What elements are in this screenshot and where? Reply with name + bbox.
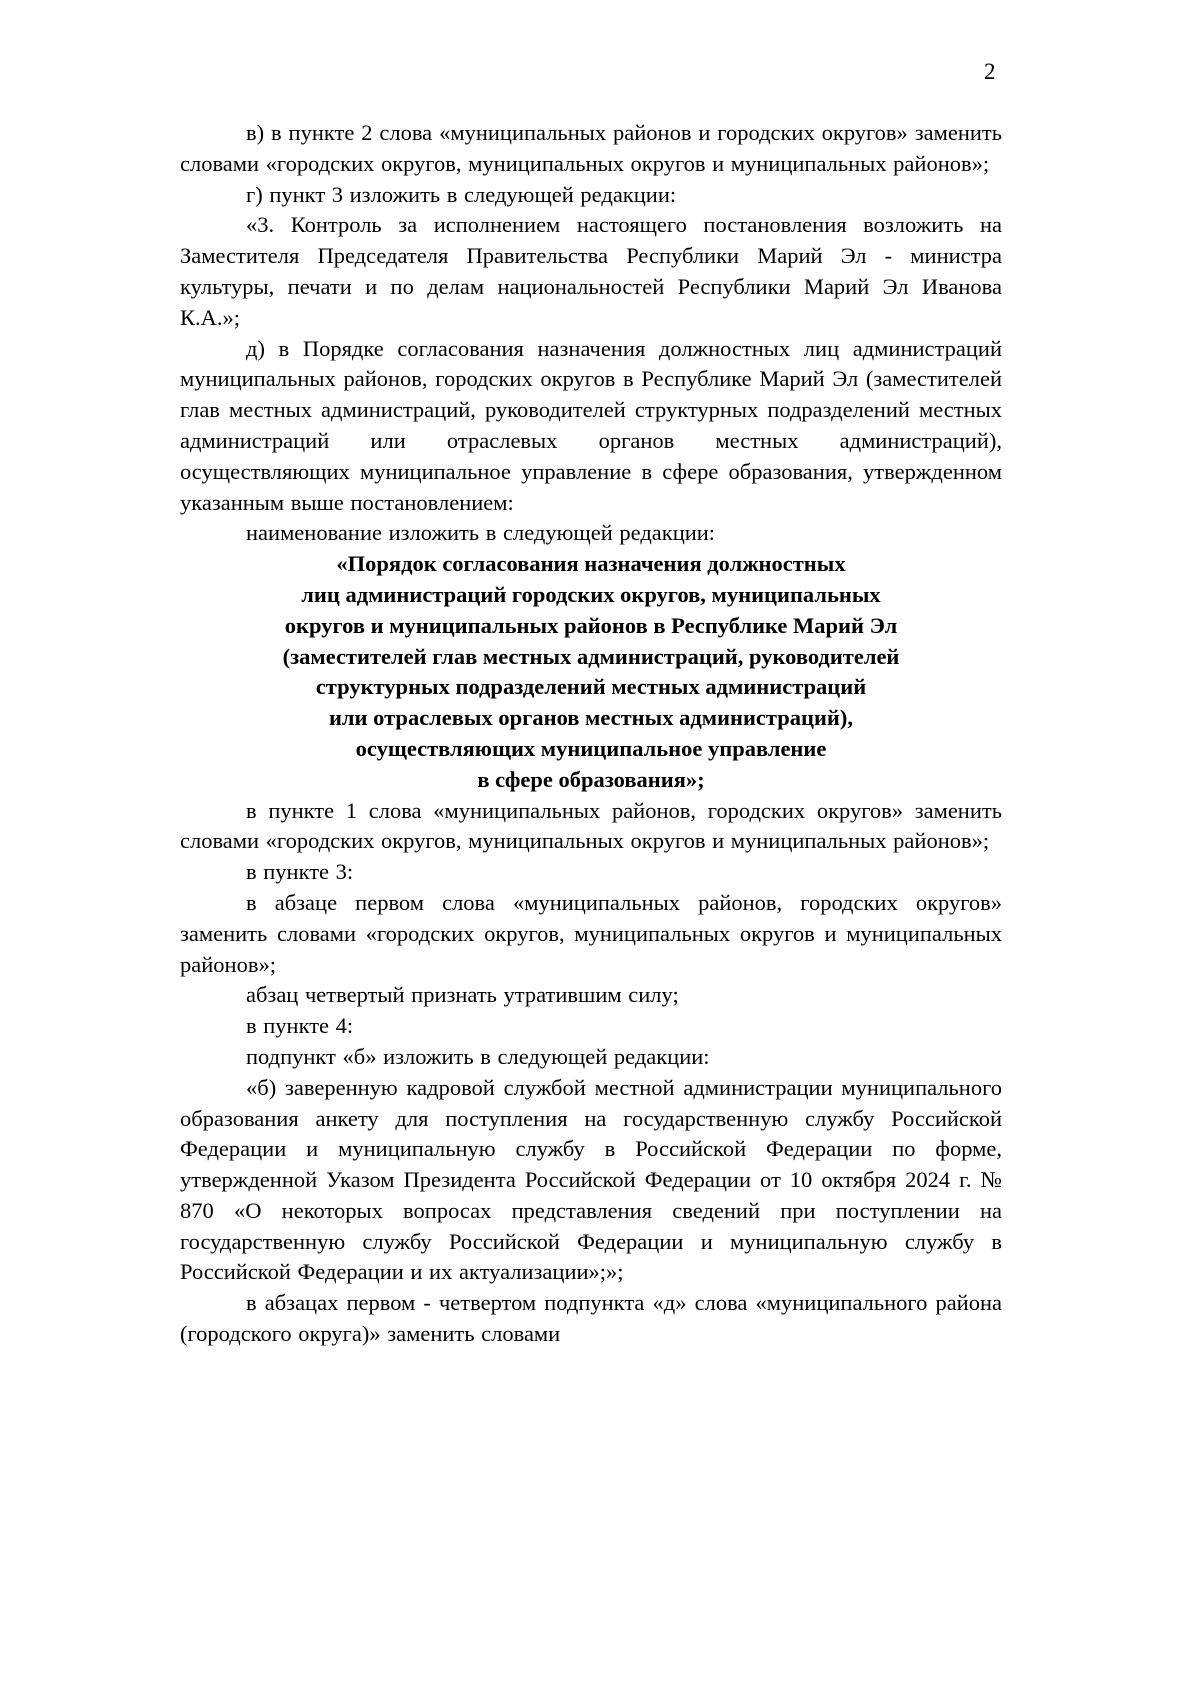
paragraph-subitem-v: в) в пункте 2 слова «муниципальных районов и городских округов» заменить словами «городских округов, муниципальных округов и муниципальных районов»; xyxy=(180,120,1002,176)
heading-line: структурных подразделений местных администраций xyxy=(315,674,867,700)
document-content xyxy=(180,118,1002,1350)
paragraph-item-3-control: «3. Контроль за исполнением настоящего постановления возложить на Заместителя Председателя Правительства Республики Марий Эл - министра культуры, печати и по делам национальностей Республики Марий Эл Иванова К.А.»; xyxy=(180,212,1002,330)
heading-line: осуществляющих муниципальное управление xyxy=(355,735,827,761)
section-heading xyxy=(180,549,1002,795)
heading-line: в сфере образования»; xyxy=(477,766,705,792)
paragraph-subitem-d: д) в Порядке согласования назначения должностных лиц администраций муниципальных районов, городских округов в Республике Марий Эл (заместителей глав местных администраций, руководителей структурных подразделений местных администраций или отраслевых органов местных администраций), осуществляющих муниципальное управление в сфере образования, утвержденном указанным выше постановлением: xyxy=(180,335,1002,515)
paragraph-podpunkt-b-intro: подпункт «б» изложить в следующей редакции: xyxy=(246,1043,710,1069)
paragraph-abzac-chetvertyi: абзац четвертый признать утратившим силу; xyxy=(246,982,679,1008)
heading-line: округов и муниципальных районов в Республике Марий Эл xyxy=(284,612,898,638)
paragraph-punkt-3: в пункте 3: xyxy=(246,859,354,885)
paragraph-abzac-pervyi: в абзаце первом слова «муниципальных районов, городских округов» заменить словами «городских округов, муниципальных округов и муниципальных районов»; xyxy=(180,889,1002,977)
heading-line: (заместителей глав местных администраций, руководителей xyxy=(282,643,900,669)
heading-line: лиц администраций городских округов, муниципальных xyxy=(301,581,881,607)
heading-line: или отраслевых органов местных администраций), xyxy=(328,705,854,731)
paragraph-podpunkt-b-text: «б) заверенную кадровой службой местной администрации муниципального образования анкету для поступления на государственную службу Российской Федерации и муниципальную службу в Российской Федерации по форме, утвержденной Указом Президента Российской Федерации от 10 октября 2024 г. № 870 «О некоторых вопросах представления сведений при поступлении на государственную службу Российской Федерации и муниципальную службу в Российской Федерации и их актуализации»;»; xyxy=(180,1074,1002,1285)
paragraph-subitem-g: г) пункт 3 изложить в следующей редакции: xyxy=(246,181,677,207)
paragraph-punkt-4: в пункте 4: xyxy=(246,1013,354,1039)
page-number: 2 xyxy=(984,59,996,84)
paragraph-punkt-1: в пункте 1 слова «муниципальных районов, городских округов» заменить словами «городских округов, муниципальных округов и муниципальных районов»; xyxy=(180,797,1002,854)
paragraph-naimenovanie: наименование изложить в следующей редакции: xyxy=(246,520,716,546)
heading-line: «Порядок согласования назначения должностных xyxy=(336,551,846,577)
paragraph-abzacy-podpunkta-d: в абзацах первом - четвертом подпункта «д» слова «муниципального района (городского округа)» заменить словами xyxy=(180,1290,1002,1347)
